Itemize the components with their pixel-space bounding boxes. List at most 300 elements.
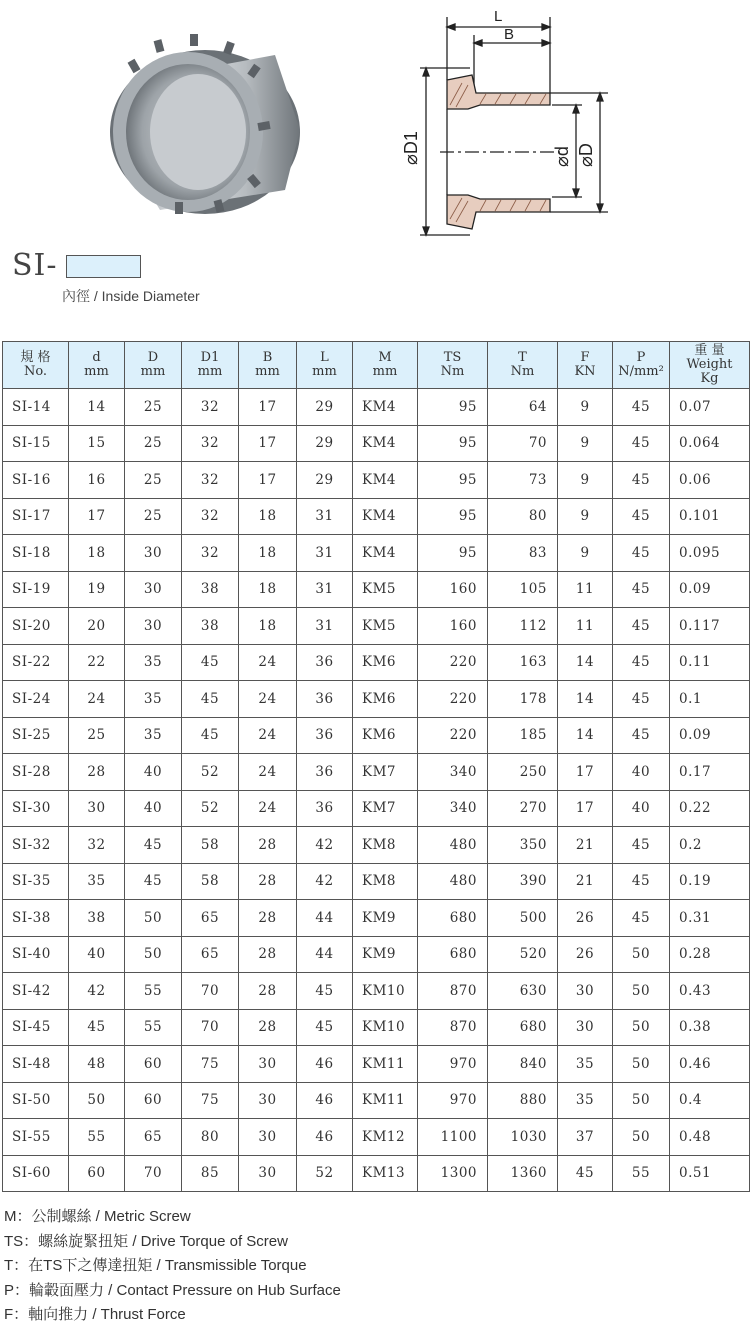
column-header-line: mm <box>197 364 223 379</box>
table-cell: 1360 <box>488 1155 558 1192</box>
table-cell: 9 <box>558 535 613 572</box>
table-cell: 45 <box>125 863 182 900</box>
table-cell: 45 <box>613 863 670 900</box>
column-header-line: L <box>320 350 329 365</box>
table-cell: 840 <box>488 1046 558 1083</box>
column-header-line: No. <box>23 364 48 379</box>
column-header <box>613 342 670 389</box>
column-header-line: mm <box>312 364 337 379</box>
table-cell: 50 <box>613 1119 670 1156</box>
table-cell: 38 <box>182 608 239 645</box>
table-body <box>3 389 750 1192</box>
table-row <box>3 1009 750 1046</box>
column-header <box>558 342 613 389</box>
table-cell: 0.43 <box>670 973 750 1010</box>
table-cell: 14 <box>69 389 125 426</box>
spec-table <box>2 341 750 1192</box>
table-row <box>3 973 750 1010</box>
table-cell: 24 <box>239 790 297 827</box>
table-cell: 0.38 <box>670 1009 750 1046</box>
table-cell: SI-45 <box>3 1009 69 1046</box>
table-cell: 112 <box>488 608 558 645</box>
table-cell: SI-55 <box>3 1119 69 1156</box>
table-cell: 0.19 <box>670 863 750 900</box>
table-row <box>3 1155 750 1192</box>
column-header <box>488 342 558 389</box>
table-cell: 500 <box>488 900 558 937</box>
table-cell: 680 <box>418 936 488 973</box>
column-header <box>670 342 750 389</box>
table-cell: 73 <box>488 462 558 499</box>
table-cell: 24 <box>69 681 125 718</box>
table-cell: 28 <box>239 863 297 900</box>
column-header-line: mm <box>140 364 166 379</box>
column-header <box>239 342 297 389</box>
legend-item: TS：螺絲旋緊扭矩 / Drive Torque of Screw <box>4 1232 288 1250</box>
table-cell: KM8 <box>353 863 418 900</box>
table-cell: 52 <box>297 1155 353 1192</box>
table-cell: 1300 <box>418 1155 488 1192</box>
table-cell: 11 <box>558 571 613 608</box>
table-cell: 270 <box>488 790 558 827</box>
table-cell: 36 <box>297 754 353 791</box>
table-cell: 21 <box>558 827 613 864</box>
table-cell: 16 <box>69 462 125 499</box>
column-header <box>418 342 488 389</box>
table-cell: 30 <box>125 571 182 608</box>
table-cell: KM6 <box>353 644 418 681</box>
table-cell: 50 <box>125 936 182 973</box>
column-header-line: 重 量 <box>694 343 725 358</box>
table-cell: 220 <box>418 717 488 754</box>
table-cell: 520 <box>488 936 558 973</box>
table-cell: 29 <box>297 462 353 499</box>
table-row <box>3 936 750 973</box>
table-cell: KM10 <box>353 973 418 1010</box>
table-cell: 48 <box>69 1046 125 1083</box>
table-cell: 0.4 <box>670 1082 750 1119</box>
table-cell: 18 <box>239 608 297 645</box>
table-cell: 25 <box>69 717 125 754</box>
table-cell: KM10 <box>353 1009 418 1046</box>
table-cell: 28 <box>239 936 297 973</box>
inside-diameter-box <box>66 255 141 278</box>
table-cell: 38 <box>182 571 239 608</box>
table-cell: 0.46 <box>670 1046 750 1083</box>
table-cell: 32 <box>182 462 239 499</box>
table-row <box>3 571 750 608</box>
table-cell: 50 <box>613 1082 670 1119</box>
table-cell: 45 <box>613 681 670 718</box>
table-cell: 32 <box>182 498 239 535</box>
table-cell: 50 <box>613 1046 670 1083</box>
table-cell: 630 <box>488 973 558 1010</box>
table-cell: 31 <box>297 608 353 645</box>
table-cell: 45 <box>613 535 670 572</box>
table-cell: 40 <box>125 790 182 827</box>
table-row <box>3 681 750 718</box>
table-cell: KM4 <box>353 462 418 499</box>
table-cell: 163 <box>488 644 558 681</box>
table-cell: 55 <box>613 1155 670 1192</box>
table-cell: 35 <box>558 1046 613 1083</box>
table-row <box>3 1082 750 1119</box>
table-cell: 58 <box>182 863 239 900</box>
table-cell: 55 <box>125 973 182 1010</box>
table-cell: SI-40 <box>3 936 69 973</box>
table-cell: 29 <box>297 389 353 426</box>
dim-label-d: ⌀d <box>552 146 572 167</box>
table-cell: KM4 <box>353 389 418 426</box>
table-cell: 480 <box>418 863 488 900</box>
table-cell: 30 <box>125 608 182 645</box>
table-row <box>3 535 750 572</box>
table-cell: 0.31 <box>670 900 750 937</box>
table-cell: 9 <box>558 389 613 426</box>
table-cell: 32 <box>182 535 239 572</box>
table-cell: 65 <box>182 936 239 973</box>
table-cell: 340 <box>418 754 488 791</box>
column-header <box>125 342 182 389</box>
table-cell: 14 <box>558 717 613 754</box>
table-cell: 0.09 <box>670 717 750 754</box>
table-cell: 15 <box>69 425 125 462</box>
table-row <box>3 425 750 462</box>
table-cell: KM9 <box>353 936 418 973</box>
table-cell: 340 <box>418 790 488 827</box>
column-header-line: Nm <box>440 364 465 379</box>
table-cell: 31 <box>297 498 353 535</box>
table-cell: 32 <box>182 389 239 426</box>
table-cell: 480 <box>418 827 488 864</box>
table-row <box>3 754 750 791</box>
table-cell: 25 <box>125 462 182 499</box>
table-cell: SI-42 <box>3 973 69 1010</box>
table-cell: 105 <box>488 571 558 608</box>
model-prefix: SI- <box>12 248 58 283</box>
table-cell: 70 <box>182 1009 239 1046</box>
table-cell: SI-17 <box>3 498 69 535</box>
table-cell: 0.51 <box>670 1155 750 1192</box>
table-cell: 32 <box>69 827 125 864</box>
table-cell: 185 <box>488 717 558 754</box>
table-cell: 870 <box>418 973 488 1010</box>
table-cell: 42 <box>69 973 125 1010</box>
table-cell: 60 <box>125 1082 182 1119</box>
column-header <box>182 342 239 389</box>
table-cell: 95 <box>418 462 488 499</box>
table-cell: 45 <box>69 1009 125 1046</box>
table-cell: 11 <box>558 608 613 645</box>
column-header-line: KN <box>574 364 596 379</box>
table-cell: 95 <box>418 389 488 426</box>
table-row <box>3 498 750 535</box>
table-cell: 38 <box>69 900 125 937</box>
column-header-line: M <box>378 350 392 365</box>
table-cell: SI-20 <box>3 608 69 645</box>
table-cell: 35 <box>69 863 125 900</box>
column-header-line: 規 格 <box>20 350 51 365</box>
table-cell: 0.101 <box>670 498 750 535</box>
table-cell: SI-60 <box>3 1155 69 1192</box>
table-cell: KM8 <box>353 827 418 864</box>
table-cell: 21 <box>558 863 613 900</box>
table-cell: 220 <box>418 681 488 718</box>
table-cell: 880 <box>488 1082 558 1119</box>
table-cell: 45 <box>297 1009 353 1046</box>
table-cell: 40 <box>125 754 182 791</box>
table-cell: 45 <box>613 608 670 645</box>
table-cell: KM6 <box>353 681 418 718</box>
column-header <box>69 342 125 389</box>
table-cell: 26 <box>558 936 613 973</box>
table-cell: 20 <box>69 608 125 645</box>
table-cell: 30 <box>239 1155 297 1192</box>
table-cell: 0.2 <box>670 827 750 864</box>
column-header-line: TS <box>443 350 462 365</box>
table-cell: SI-14 <box>3 389 69 426</box>
table-cell: 45 <box>613 827 670 864</box>
column-header <box>353 342 418 389</box>
table-cell: KM13 <box>353 1155 418 1192</box>
table-cell: 25 <box>125 425 182 462</box>
column-header-line: D1 <box>200 350 220 365</box>
table-cell: 0.48 <box>670 1119 750 1156</box>
table-cell: 40 <box>69 936 125 973</box>
table-cell: 35 <box>125 717 182 754</box>
table-cell: 0.064 <box>670 425 750 462</box>
table-cell: 55 <box>125 1009 182 1046</box>
legend <box>4 1205 341 1328</box>
table-cell: 0.09 <box>670 571 750 608</box>
table-cell: 0.117 <box>670 608 750 645</box>
column-header-line: F <box>580 350 590 365</box>
table-cell: 32 <box>182 425 239 462</box>
table-cell: 25 <box>125 389 182 426</box>
table-cell: 25 <box>125 498 182 535</box>
table-cell: SI-30 <box>3 790 69 827</box>
table-cell: 46 <box>297 1046 353 1083</box>
table-cell: KM4 <box>353 535 418 572</box>
table-cell: 45 <box>613 900 670 937</box>
table-cell: 14 <box>558 644 613 681</box>
table-row <box>3 900 750 937</box>
table-row <box>3 827 750 864</box>
table-cell: SI-18 <box>3 535 69 572</box>
table-cell: 36 <box>297 644 353 681</box>
table-cell: 45 <box>125 827 182 864</box>
table-cell: 58 <box>182 827 239 864</box>
table-cell: 44 <box>297 900 353 937</box>
table-cell: 45 <box>297 973 353 1010</box>
table-cell: 28 <box>239 1009 297 1046</box>
dim-label-L: L <box>494 8 503 25</box>
column-header-line: mm <box>255 364 280 379</box>
table-cell: 24 <box>239 754 297 791</box>
table-cell: 14 <box>558 681 613 718</box>
table-cell: 35 <box>125 644 182 681</box>
table-cell: 35 <box>125 681 182 718</box>
table-header-row <box>3 342 750 389</box>
table-cell: 85 <box>182 1155 239 1192</box>
table-cell: 17 <box>69 498 125 535</box>
table-cell: 28 <box>239 973 297 1010</box>
table-cell: 31 <box>297 535 353 572</box>
table-cell: KM9 <box>353 900 418 937</box>
table-cell: 83 <box>488 535 558 572</box>
table-cell: 45 <box>613 498 670 535</box>
table-cell: 160 <box>418 571 488 608</box>
table-cell: 46 <box>297 1082 353 1119</box>
table-cell: SI-28 <box>3 754 69 791</box>
table-cell: 45 <box>613 571 670 608</box>
table-cell: KM6 <box>353 717 418 754</box>
legend-item: T：在TS下之傳達扭矩 / Transmissible Torque <box>4 1257 307 1274</box>
table-cell: 50 <box>613 1009 670 1046</box>
table-cell: 45 <box>182 717 239 754</box>
table-cell: 60 <box>69 1155 125 1192</box>
legend-item: P：輪轂面壓力 / Contact Pressure on Hub Surface <box>4 1281 341 1299</box>
table-cell: 50 <box>125 900 182 937</box>
table-cell: 18 <box>69 535 125 572</box>
table-row <box>3 1119 750 1156</box>
adapter-sleeve-photo <box>100 20 310 220</box>
table-cell: 28 <box>239 900 297 937</box>
table-cell: 18 <box>239 571 297 608</box>
table-cell: 44 <box>297 936 353 973</box>
table-cell: 75 <box>182 1046 239 1083</box>
table-cell: 65 <box>125 1119 182 1156</box>
table-cell: 250 <box>488 754 558 791</box>
table-cell: 45 <box>558 1155 613 1192</box>
column-header-line: Kg <box>700 371 719 386</box>
table-cell: 0.17 <box>670 754 750 791</box>
table-cell: 28 <box>69 754 125 791</box>
table-cell: 45 <box>182 681 239 718</box>
column-header-line: P <box>636 350 646 365</box>
table-cell: 30 <box>69 790 125 827</box>
table-cell: 29 <box>297 425 353 462</box>
table-row <box>3 462 750 499</box>
table-cell: 45 <box>613 389 670 426</box>
table-cell: 9 <box>558 462 613 499</box>
table-cell: 28 <box>239 827 297 864</box>
table-cell: 17 <box>239 462 297 499</box>
table-cell: 37 <box>558 1119 613 1156</box>
table-cell: KM7 <box>353 754 418 791</box>
table-cell: 80 <box>488 498 558 535</box>
table-cell: 26 <box>558 900 613 937</box>
table-cell: 50 <box>613 973 670 1010</box>
table-cell: 30 <box>558 1009 613 1046</box>
dim-label-D: ⌀D <box>576 143 596 167</box>
column-header-line: N/mm² <box>618 364 664 379</box>
table-cell: 70 <box>488 425 558 462</box>
table-cell: 18 <box>239 535 297 572</box>
table-row <box>3 389 750 426</box>
table-cell: 220 <box>418 644 488 681</box>
dim-label-D1: ⌀D1 <box>401 131 421 165</box>
table-cell: 24 <box>239 681 297 718</box>
table-cell: 160 <box>418 608 488 645</box>
table-cell: 1030 <box>488 1119 558 1156</box>
table-cell: 30 <box>239 1046 297 1083</box>
table-cell: KM5 <box>353 571 418 608</box>
table-cell: 0.06 <box>670 462 750 499</box>
table-cell: 18 <box>239 498 297 535</box>
table-cell: 52 <box>182 790 239 827</box>
table-cell: 17 <box>239 425 297 462</box>
table-cell: 70 <box>125 1155 182 1192</box>
column-header-line: T <box>518 350 527 365</box>
table-cell: 17 <box>558 790 613 827</box>
table-cell: 31 <box>297 571 353 608</box>
table-row <box>3 863 750 900</box>
table-cell: 40 <box>613 754 670 791</box>
table-cell: 36 <box>297 681 353 718</box>
table-cell: SI-48 <box>3 1046 69 1083</box>
column-header-line: mm <box>84 364 109 379</box>
table-row <box>3 1046 750 1083</box>
table-cell: 95 <box>418 535 488 572</box>
table-row <box>3 608 750 645</box>
table-cell: 50 <box>69 1082 125 1119</box>
table-cell: 40 <box>613 790 670 827</box>
dim-label-B: B <box>504 26 515 43</box>
table-cell: 35 <box>558 1082 613 1119</box>
table-cell: 30 <box>239 1082 297 1119</box>
table-cell: 0.28 <box>670 936 750 973</box>
table-row <box>3 644 750 681</box>
table-cell: 0.07 <box>670 389 750 426</box>
table-cell: 680 <box>488 1009 558 1046</box>
table-cell: 55 <box>69 1119 125 1156</box>
table-cell: 70 <box>182 973 239 1010</box>
table-cell: KM4 <box>353 498 418 535</box>
table-cell: 36 <box>297 717 353 754</box>
table-cell: KM4 <box>353 425 418 462</box>
table-cell: 17 <box>239 389 297 426</box>
table-cell: 9 <box>558 425 613 462</box>
table-cell: KM12 <box>353 1119 418 1156</box>
table-cell: SI-38 <box>3 900 69 937</box>
table-cell: 30 <box>558 973 613 1010</box>
column-header <box>3 342 69 389</box>
table-cell: SI-32 <box>3 827 69 864</box>
table-cell: KM7 <box>353 790 418 827</box>
table-cell: 680 <box>418 900 488 937</box>
table-cell: 17 <box>558 754 613 791</box>
table-cell: 45 <box>613 717 670 754</box>
table-cell: 95 <box>418 498 488 535</box>
table-cell: 0.1 <box>670 681 750 718</box>
table-cell: SI-22 <box>3 644 69 681</box>
table-cell: 52 <box>182 754 239 791</box>
table-cell: 30 <box>239 1119 297 1156</box>
legend-item: M：公制螺絲 / Metric Screw <box>4 1208 191 1225</box>
column-header-line: B <box>262 350 273 365</box>
table-cell: 1100 <box>418 1119 488 1156</box>
table-cell: KM5 <box>353 608 418 645</box>
table-cell: 22 <box>69 644 125 681</box>
table-cell: 30 <box>125 535 182 572</box>
table-cell: 45 <box>182 644 239 681</box>
table-cell: 36 <box>297 790 353 827</box>
table-cell: 46 <box>297 1119 353 1156</box>
table-cell: 0.22 <box>670 790 750 827</box>
table-cell: 95 <box>418 425 488 462</box>
table-row <box>3 717 750 754</box>
